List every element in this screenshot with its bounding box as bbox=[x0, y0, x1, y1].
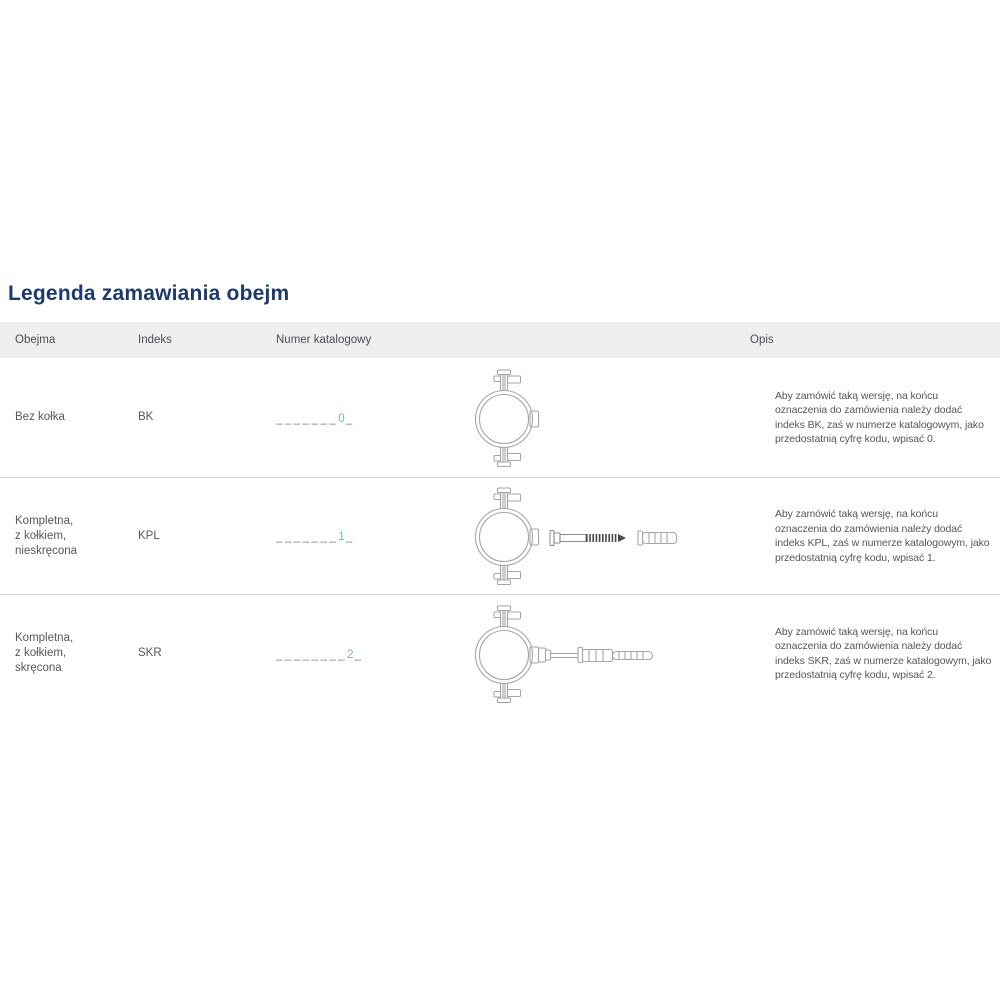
catalog-number-pattern: _______1_ bbox=[276, 531, 355, 543]
screwed-bolt-with-plug-icon bbox=[539, 647, 653, 662]
table-row bbox=[0, 478, 1000, 595]
illustration-cell bbox=[446, 362, 750, 474]
header-numer-katalogowy: Numer katalogowy bbox=[276, 334, 372, 346]
opis-cell: Aby zamówić taką wersję, na końcu oznaczenia do zamówienia należy dodać indeks KPL, zaś w numerze katalogowym, jako przedostatnią cyfrę kodu, wpisać 1. bbox=[775, 508, 990, 564]
page-title: Legenda zamawiania obejm bbox=[8, 282, 290, 305]
opis-cell: Aby zamówić taką wersję, na końcu oznaczenia do zamówienia należy dodać indeks SKR, zaś w numerze katalogowym, jako przedostatnią cyfrę kodu, wpisać 2. bbox=[775, 625, 992, 681]
header-opis: Opis bbox=[750, 334, 774, 346]
pipe-clamp-assembled-icon bbox=[446, 598, 678, 710]
indeks-cell: SKR bbox=[138, 647, 162, 659]
table-row bbox=[0, 358, 1000, 478]
pipe-clamp-with-bolt-and-plug-icon bbox=[446, 480, 678, 592]
obejma-cell: Kompletna, z kołkiem, skręcona bbox=[15, 632, 74, 674]
pipe-clamp-icon bbox=[476, 488, 539, 585]
catalog-digit: 2 bbox=[347, 648, 355, 661]
opis-cell: Aby zamówić taką wersję, na końcu oznaczenia do zamówienia należy dodać indeks BK, zaś w numerze katalogowym, jako przedostatnią cyfrę kodu, wpisać 0. bbox=[775, 389, 984, 445]
catalog-number-cell bbox=[276, 527, 446, 545]
catalog-digit: 0 bbox=[338, 412, 346, 425]
ordering-legend-table bbox=[0, 322, 1000, 712]
illustration-cell bbox=[446, 598, 750, 710]
obejma-cell: Kompletna, z kołkiem, nieskręcona bbox=[15, 514, 78, 557]
catalog-number-pattern: ________2_ bbox=[276, 648, 364, 661]
catalog-number-cell bbox=[276, 645, 446, 663]
catalog-digit: 1 bbox=[338, 531, 346, 543]
obejma-cell: Bez kołka bbox=[15, 411, 65, 423]
illustration-cell bbox=[446, 480, 750, 592]
indeks-cell: KPL bbox=[138, 529, 160, 542]
indeks-cell: BK bbox=[138, 411, 154, 423]
pipe-clamp-icon bbox=[476, 606, 539, 703]
header-obejma: Obejma bbox=[15, 334, 56, 346]
wall-plug-icon bbox=[638, 531, 677, 545]
catalog-number-cell bbox=[276, 409, 446, 427]
hanger-bolt-icon bbox=[550, 531, 626, 546]
catalog-number-pattern: _______0_ bbox=[276, 412, 355, 425]
pipe-clamp-icon bbox=[446, 362, 678, 474]
header-indeks: Indeks bbox=[138, 334, 172, 346]
table-header-row bbox=[0, 322, 1000, 358]
table-row bbox=[0, 595, 1000, 712]
